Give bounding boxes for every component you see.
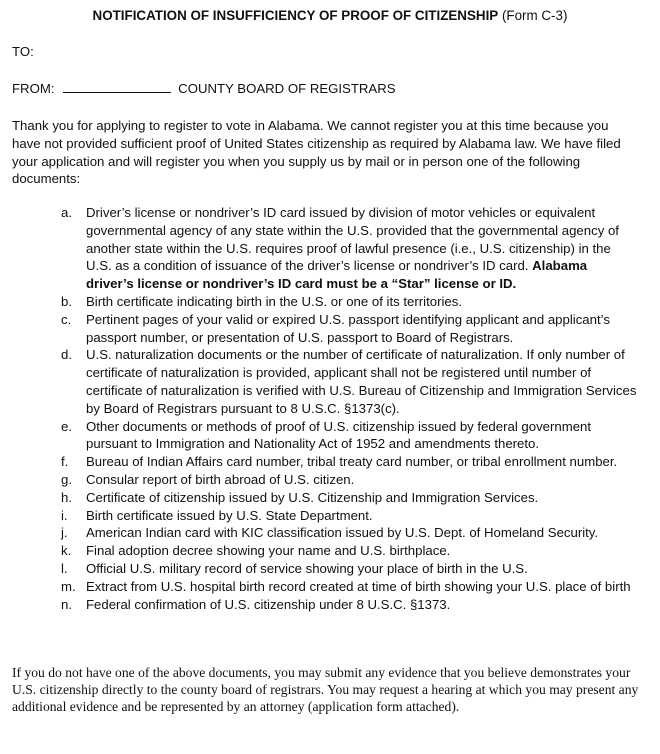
list-item-text: Consular report of birth abroad of U.S. citizen. — [86, 471, 355, 487]
list-letter: k. — [61, 543, 72, 559]
list-item-text: Extract from U.S. hospital birth record created at time of birth showing your U.S. place of birth — [86, 578, 631, 594]
list-letter: b. — [61, 293, 72, 309]
list-item — [0, 489, 638, 507]
list-item — [0, 560, 638, 578]
list-letter: h. — [61, 489, 72, 505]
list-letter: m. — [61, 578, 76, 594]
list-letter: j. — [61, 525, 68, 541]
list-letter: l. — [61, 560, 68, 576]
list-item-bold-text: Alabama driver’s license or nondriver’s ID card must be a “Star” license or ID. — [86, 258, 588, 292]
list-item-text: U.S. naturalization documents or the number of certificate of naturalization. If only number of certificate of naturalization is provided, applicant shall not be registered until number of certificate of naturalization is verified with U.S. Bureau of Citizenship and Immigration Services by Board of Registrars pursuant to 8 U.S.C. §1373(c). — [86, 347, 637, 416]
list-item — [0, 311, 638, 347]
list-item-text: Certificate of citizenship issued by U.S. Citizenship and Immigration Services. — [86, 489, 539, 505]
list-letter: a. — [61, 205, 72, 220]
list-letter: i. — [61, 507, 68, 523]
list-item — [0, 578, 638, 596]
list-letter: g. — [61, 471, 72, 487]
form-code: (Form C-3) — [501, 8, 568, 23]
from-suffix: COUNTY BOARD OF REGISTRARS — [178, 81, 396, 96]
list-item-text: Bureau of Indian Affairs card number, tribal treaty card number, or tribal enrollment number. — [86, 454, 618, 470]
list-item-text: American Indian card with KIC classification issued by U.S. Dept. of Homeland Security. — [86, 525, 599, 541]
list-letter: n. — [61, 596, 72, 612]
list-item — [0, 346, 638, 417]
list-item — [0, 596, 638, 614]
list-item — [0, 542, 638, 560]
list-letter: d. — [61, 347, 72, 363]
county-blank-line — [63, 80, 171, 93]
list-item — [0, 471, 638, 489]
list-item — [0, 204, 638, 293]
from-label: FROM: — [12, 81, 55, 96]
document-list — [0, 204, 660, 613]
to-label: TO: — [12, 44, 34, 59]
intro-paragraph: Thank you for applying to register to vote in Alabama. We cannot register you at this time because you have not provided sufficient proof of United States citizenship as required by Alabama law. We have filed your application and will register you when you supply us by mail or in person one of the following documents: — [12, 118, 621, 187]
list-item-text: Other documents or methods of proof of U.S. citizenship issued by federal government pursuant to Immigration and Nationality Act of 1952 and amendments thereto. — [86, 418, 592, 452]
title-text: NOTIFICATION OF INSUFFICIENCY OF PROOF OF CITIZENSHIP — [92, 8, 499, 23]
list-letter: e. — [61, 418, 72, 434]
to-line — [12, 43, 34, 61]
list-item-text: Driver’s license or nondriver’s ID card issued by division of motor vehicles or equivalent governmental agency of any state within the U.S. provided that the governmental agency of another state within the U.S. requires proof of lawful presence (i.e., U.S. citizenship) in the U.S. as a condition of issuance of the driver’s license or nondriver’s ID card. — [86, 205, 619, 274]
list-item-text: Final adoption decree showing your name and U.S. birthplace. — [86, 543, 451, 559]
list-item-text: Pertinent pages of your valid or expired U.S. passport identifying applicant and applicant’s passport number, or presentation of U.S. passport to Board of Registrars. — [86, 311, 610, 345]
list-item-text: Official U.S. military record of service showing your place of birth in the U.S. — [86, 560, 528, 576]
list-item — [0, 293, 638, 311]
list-item — [0, 507, 638, 525]
from-line — [12, 80, 396, 98]
list-item — [0, 453, 638, 471]
list-item-text: Birth certificate issued by U.S. State Department. — [86, 507, 373, 523]
list-letter: c. — [61, 311, 72, 327]
list-item — [0, 524, 638, 542]
list-item — [0, 418, 638, 454]
page-title — [0, 7, 660, 25]
list-item-text: Federal confirmation of U.S. citizenship under 8 U.S.C. §1373. — [86, 596, 451, 612]
list-letter: f. — [61, 454, 69, 470]
list-item-text: Birth certificate indicating birth in the U.S. or one of its territories. — [86, 293, 463, 309]
closing-paragraph: If you do not have one of the above documents, you may submit any evidence that you believe demonstrates your U.S. citizenship directly to the county board of registrars. You may request a hearing at which you may present any additional evidence and be represented by an attorney (application form attached). — [12, 665, 639, 714]
